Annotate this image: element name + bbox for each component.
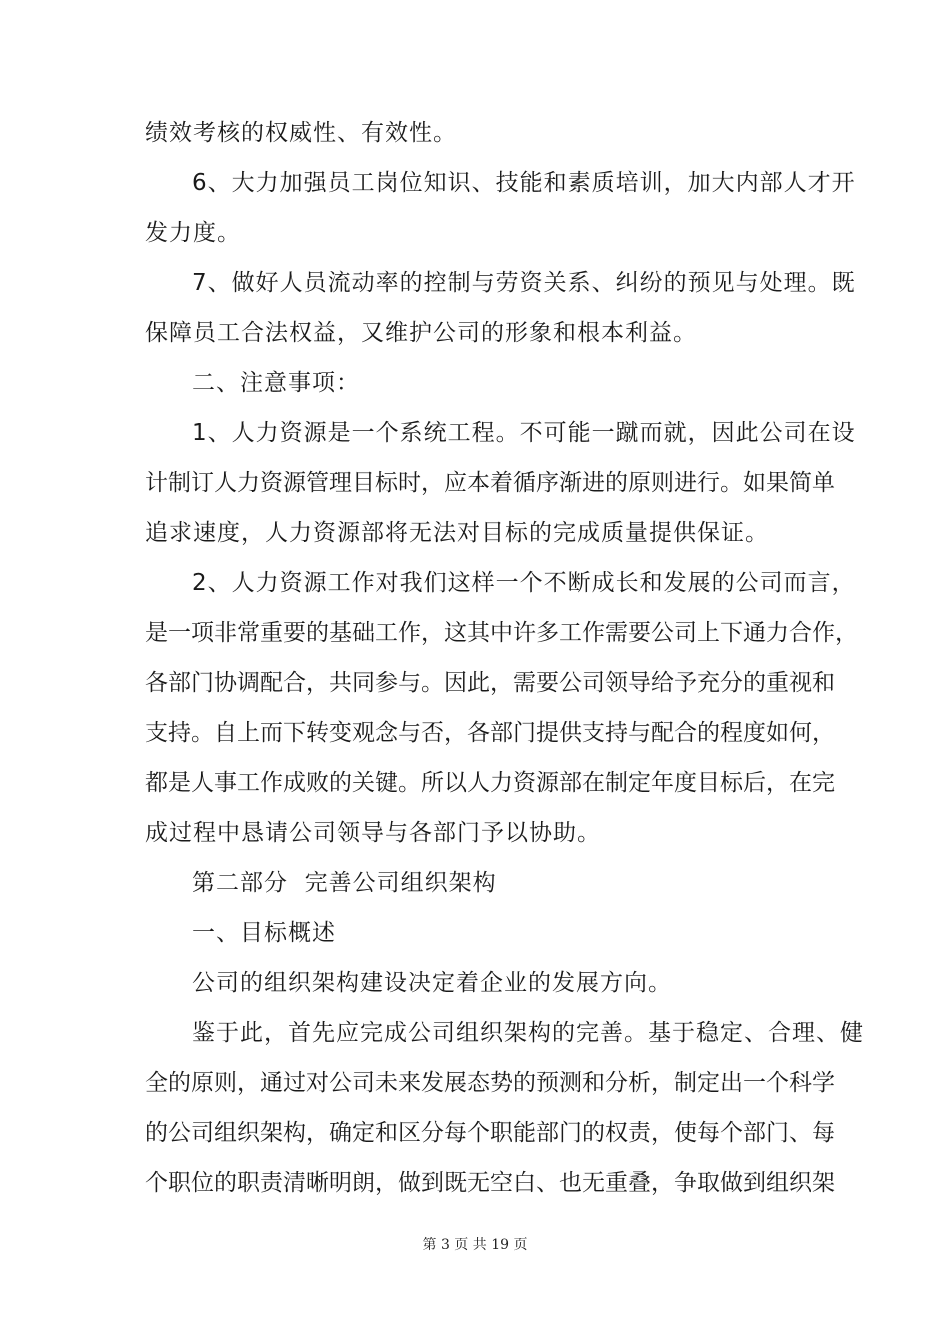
text-line: 保障员工合法权益，又维护公司的形象和根本利益。 bbox=[145, 320, 697, 346]
text-line: 6、大力加强员工岗位知识、技能和素质培训，加大内部人才开 bbox=[192, 170, 856, 196]
page-footer: 第 3 页 共 19 页 bbox=[422, 1237, 528, 1253]
text-line: 2、人力资源工作对我们这样一个不断成长和发展的公司而言， bbox=[192, 570, 856, 596]
text-line: 全的原则，通过对公司未来发展态势的预测和分析，制定出一个科学 bbox=[145, 1070, 835, 1096]
text-line: 计制订人力资源管理目标时，应本着循序渐进的原则进行。如果简单 bbox=[145, 470, 835, 496]
text-line: 公司的组织架构建设决定着企业的发展方向。 bbox=[192, 970, 672, 996]
text-line: 成过程中恳请公司领导与各部门予以协助。 bbox=[145, 820, 601, 846]
section-heading: 二、注意事项： bbox=[192, 370, 360, 396]
text-line: 各部门协调配合，共同参与。因此，需要公司领导给予充分的重视和 bbox=[145, 670, 835, 696]
part-heading: 第二部分 完善公司组织架构 bbox=[192, 870, 497, 896]
text-line: 都是人事工作成败的关键。所以人力资源部在制定年度目标后，在完 bbox=[145, 770, 835, 796]
text-line: 鉴于此，首先应完成公司组织架构的完善。基于稳定、合理、健 bbox=[192, 1020, 864, 1046]
text-line: 的公司组织架构，确定和区分每个职能部门的权责，使每个部门、每 bbox=[145, 1120, 835, 1146]
text-line: 绩效考核的权威性、有效性。 bbox=[145, 120, 457, 146]
text-line: 个职位的职责清晰明朗，做到既无空白、也无重叠，争取做到组织架 bbox=[145, 1170, 835, 1196]
section-heading: 一、目标概述 bbox=[192, 920, 336, 946]
text-line: 1、人力资源是一个系统工程。不可能一蹴而就，因此公司在设 bbox=[192, 420, 856, 446]
text-line: 支持。自上而下转变观念与否，各部门提供支持与配合的程度如何， bbox=[145, 720, 835, 746]
text-line: 追求速度，人力资源部将无法对目标的完成质量提供保证。 bbox=[145, 520, 769, 546]
text-line: 7、做好人员流动率的控制与劳资关系、纠纷的预见与处理。既 bbox=[192, 270, 856, 296]
text-line: 发力度。 bbox=[145, 220, 241, 246]
text-line: 是一项非常重要的基础工作，这其中许多工作需要公司上下通力合作， bbox=[145, 620, 858, 646]
